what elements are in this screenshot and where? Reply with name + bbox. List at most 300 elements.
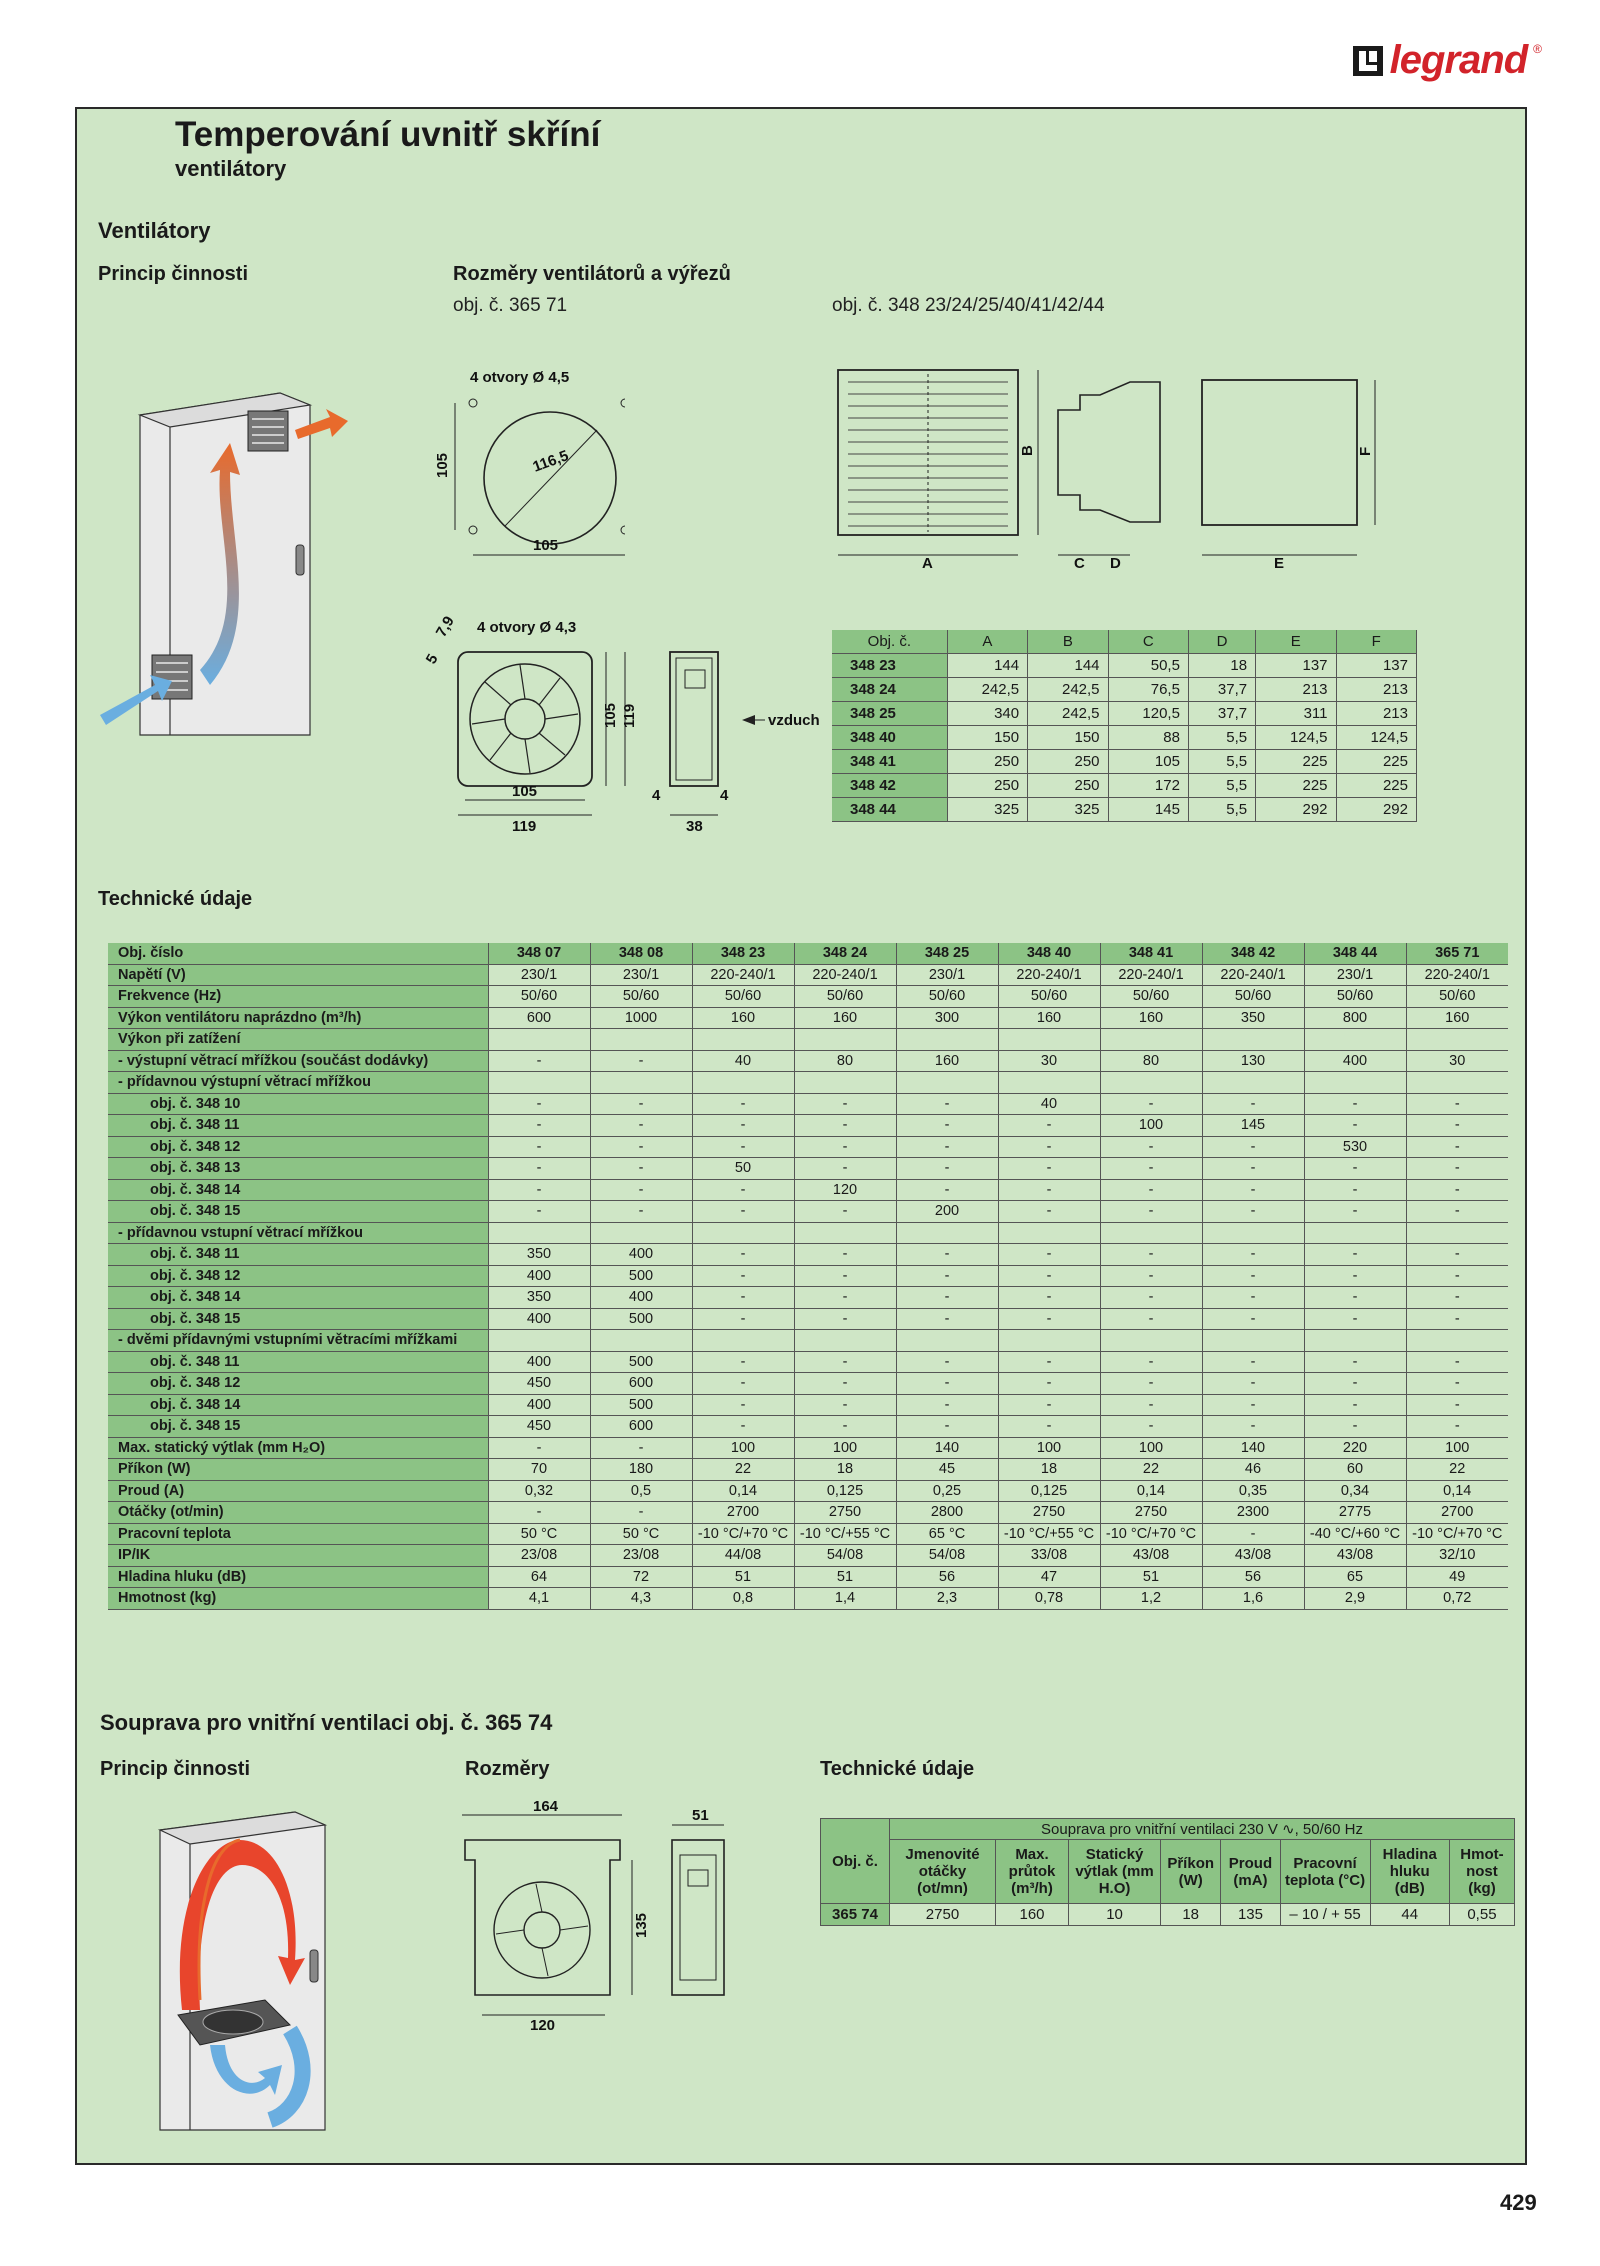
tech-cell: -	[998, 1308, 1100, 1330]
tech-cell: -	[794, 1373, 896, 1395]
tech-row-label: obj. č. 348 10	[108, 1093, 488, 1115]
tech-cell: -	[692, 1093, 794, 1115]
dims-cell: 5,5	[1188, 774, 1255, 798]
tech-cell: 45	[896, 1459, 998, 1481]
dimensions-table	[832, 630, 1417, 822]
tech-cell: 0,35	[1202, 1480, 1304, 1502]
tech-row-label: obj. č. 348 12	[108, 1265, 488, 1287]
tech-cell: 2800	[896, 1502, 998, 1524]
tech-cell: -	[1100, 1287, 1202, 1309]
tech-cell	[1202, 1072, 1304, 1094]
tech-cell: 348 25	[896, 943, 998, 964]
tech-cell	[998, 1330, 1100, 1352]
tech-row-label: obj. č. 348 11	[108, 1244, 488, 1266]
tech-cell: -	[1202, 1244, 1304, 1266]
tech-cell: 140	[1202, 1437, 1304, 1459]
dims-cell: 242,5	[1028, 678, 1108, 702]
tech-cell: -	[1100, 1179, 1202, 1201]
tech-row-label: Výkon ventilátoru naprázdno (m³/h)	[108, 1007, 488, 1029]
tech-cell	[1304, 1330, 1406, 1352]
tech-cell	[692, 1222, 794, 1244]
kit-row-label: 365 74	[821, 1904, 890, 1926]
tech-cell: -	[1202, 1136, 1304, 1158]
kit-cell: 2750	[890, 1904, 996, 1926]
tech-cell: 100	[1100, 1115, 1202, 1137]
tech-cell: -	[998, 1287, 1100, 1309]
tech-cell: 22	[1100, 1459, 1202, 1481]
tech-cell: -	[998, 1136, 1100, 1158]
technical-data-table	[108, 943, 1508, 1610]
dims-row-label: 348 41	[832, 750, 947, 774]
tech-cell: -	[1406, 1093, 1508, 1115]
tech-row-label: obj. č. 348 14	[108, 1287, 488, 1309]
tech-cell: 220-240/1	[1100, 964, 1202, 986]
tech-cell: -	[590, 1093, 692, 1115]
tech-cell: 43/08	[1202, 1545, 1304, 1567]
tech-cell: 0,5	[590, 1480, 692, 1502]
tech-cell: -	[1406, 1115, 1508, 1137]
tech-cell: 100	[692, 1437, 794, 1459]
tech-cell: -	[896, 1416, 998, 1438]
tech-cell: -	[896, 1158, 998, 1180]
dims-header-cell: D	[1188, 630, 1255, 654]
tech-cell	[794, 1072, 896, 1094]
tech-cell: -	[794, 1115, 896, 1137]
tech-cell: 51	[794, 1566, 896, 1588]
tech-row-label: Hladina hluku (dB)	[108, 1566, 488, 1588]
tech-cell: 600	[590, 1373, 692, 1395]
tech-cell: -	[794, 1308, 896, 1330]
tech-cell: -	[1304, 1179, 1406, 1201]
tech-cell: -	[794, 1136, 896, 1158]
tech-cell	[1202, 1222, 1304, 1244]
tech-cell: -	[590, 1158, 692, 1180]
tech-cell: 40	[998, 1093, 1100, 1115]
dims-cell: 225	[1336, 750, 1416, 774]
tech-cell: -	[590, 1115, 692, 1137]
tech-cell: 65	[1304, 1566, 1406, 1588]
dims-row-label: 348 23	[832, 654, 947, 678]
dims-cell: 340	[947, 702, 1027, 726]
tech-cell: -	[1304, 1373, 1406, 1395]
tech-cell: -	[1100, 1093, 1202, 1115]
kit-principle-heading: Princip činnosti	[100, 1758, 251, 1780]
tech-cell: 2,9	[1304, 1588, 1406, 1610]
tech-row	[108, 1158, 1508, 1180]
tech-cell	[1406, 1029, 1508, 1051]
tech-cell: 72	[590, 1566, 692, 1588]
tech-cell	[896, 1029, 998, 1051]
tech-row-label: obj. č. 348 14	[108, 1179, 488, 1201]
tech-cell	[488, 1072, 590, 1094]
tech-cell: 50 °C	[488, 1523, 590, 1545]
tech-cell: 22	[692, 1459, 794, 1481]
tech-cell	[794, 1222, 896, 1244]
registered-mark: ®	[1533, 42, 1542, 56]
tech-cell: -	[1406, 1244, 1508, 1266]
tech-row	[108, 1115, 1508, 1137]
tech-cell: -	[692, 1115, 794, 1137]
kit-tech-heading: Technické údaje	[820, 1758, 975, 1780]
tech-cell: -	[1100, 1158, 1202, 1180]
kit-cell: 10	[1069, 1904, 1161, 1926]
tech-cell: -	[590, 1050, 692, 1072]
tech-cell: -	[692, 1416, 794, 1438]
tech-cell: 51	[1100, 1566, 1202, 1588]
dims-header-cell: F	[1336, 630, 1416, 654]
tech-cell: -	[1304, 1158, 1406, 1180]
tech-cell: -	[896, 1093, 998, 1115]
label-d79: 7,9	[432, 613, 458, 640]
dims-cell: 137	[1256, 654, 1336, 678]
label-holes-top: 4 otvory Ø 4,5	[470, 369, 570, 386]
tech-cell: 130	[1202, 1050, 1304, 1072]
tech-row	[108, 1179, 1508, 1201]
tech-cell: 220-240/1	[794, 964, 896, 986]
fan-drawing-348	[830, 360, 1390, 575]
tech-cell: 50/60	[1202, 986, 1304, 1008]
tech-cell: 50/60	[1100, 986, 1202, 1008]
dims-cell: 250	[947, 774, 1027, 798]
tech-cell: 50	[692, 1158, 794, 1180]
dims-header-cell: B	[1028, 630, 1108, 654]
tech-cell: -	[1202, 1093, 1304, 1115]
dims-cell: 124,5	[1336, 726, 1416, 750]
label-B: B	[1019, 445, 1036, 456]
dims-header-cell: A	[947, 630, 1027, 654]
tech-cell: 120	[794, 1179, 896, 1201]
label-d135: 135	[633, 1912, 650, 1938]
dims-cell: 150	[1028, 726, 1108, 750]
kit-cell: 135	[1221, 1904, 1280, 1926]
tech-cell	[1202, 1029, 1304, 1051]
tech-cell: 56	[1202, 1566, 1304, 1588]
dims-row-label: 348 25	[832, 702, 947, 726]
tech-cell	[1100, 1029, 1202, 1051]
tech-cell: 1,6	[1202, 1588, 1304, 1610]
dims-header-cell: C	[1108, 630, 1188, 654]
tech-cell: -	[1202, 1373, 1304, 1395]
tech-cell: 0,14	[692, 1480, 794, 1502]
tech-cell: -	[896, 1265, 998, 1287]
tech-cell: -	[692, 1136, 794, 1158]
tech-cell	[1100, 1072, 1202, 1094]
dims-cell: 225	[1256, 774, 1336, 798]
tech-row-label: Pracovní teplota	[108, 1523, 488, 1545]
dims-row	[832, 702, 1417, 726]
tech-cell: 2750	[1100, 1502, 1202, 1524]
tech-cell: 1,2	[1100, 1588, 1202, 1610]
tech-row	[108, 1566, 1508, 1588]
tech-cell: 43/08	[1304, 1545, 1406, 1567]
section-heading-ventilatory: Ventilátory	[98, 218, 211, 243]
tech-cell: 0,25	[896, 1480, 998, 1502]
tech-cell: -	[692, 1287, 794, 1309]
tech-cell: 0,14	[1406, 1480, 1508, 1502]
tech-row	[108, 1351, 1508, 1373]
dims-cell: 50,5	[1108, 654, 1188, 678]
tech-cell: 160	[1100, 1007, 1202, 1029]
obj-label-left: obj. č. 365 71	[453, 295, 568, 316]
tech-cell: -	[488, 1502, 590, 1524]
tech-cell: 160	[896, 1050, 998, 1072]
tech-row	[108, 1373, 1508, 1395]
tech-cell	[590, 1029, 692, 1051]
kit-header-obj: Obj. č.	[821, 1819, 890, 1904]
label-C: C	[1074, 555, 1085, 572]
tech-cell: -	[590, 1136, 692, 1158]
tech-cell: 50/60	[590, 986, 692, 1008]
tech-cell	[1406, 1072, 1508, 1094]
tech-row	[108, 1459, 1508, 1481]
tech-row-label: Proud (A)	[108, 1480, 488, 1502]
tech-cell: -	[794, 1201, 896, 1223]
tech-cell: 500	[590, 1351, 692, 1373]
tech-cell	[590, 1072, 692, 1094]
tech-row-label: - výstupní větrací mřížkou (součást dodávky)	[108, 1050, 488, 1072]
tech-cell: 2750	[794, 1502, 896, 1524]
brand-name: legrand	[1389, 38, 1528, 82]
dims-cell: 105	[1108, 750, 1188, 774]
dims-header-row	[832, 630, 1417, 654]
tech-cell	[590, 1330, 692, 1352]
tech-cell: 160	[692, 1007, 794, 1029]
label-E: E	[1274, 555, 1285, 572]
tech-cell: -	[1100, 1136, 1202, 1158]
tech-cell: -	[1202, 1394, 1304, 1416]
dims-cell: 172	[1108, 774, 1188, 798]
tech-cell: 43/08	[1100, 1545, 1202, 1567]
tech-cell: -	[1406, 1394, 1508, 1416]
tech-cell: -	[1304, 1308, 1406, 1330]
tech-cell: 0,8	[692, 1588, 794, 1610]
tech-cell: 0,32	[488, 1480, 590, 1502]
tech-cell: 2750	[998, 1502, 1100, 1524]
tech-cell: 350	[1202, 1007, 1304, 1029]
tech-cell: 22	[1406, 1459, 1508, 1481]
dims-cell: 18	[1188, 654, 1255, 678]
kit-header-cell: Hladina hluku (dB)	[1370, 1840, 1449, 1904]
tech-cell: -10 °C/+70 °C	[692, 1523, 794, 1545]
tech-cell: 160	[1406, 1007, 1508, 1029]
kit-header-cell: Hmot-nost (kg)	[1449, 1840, 1514, 1904]
tech-heading: Technické údaje	[98, 888, 253, 910]
tech-cell: -	[794, 1265, 896, 1287]
tech-row-label: Výkon při zatížení	[108, 1029, 488, 1051]
tech-row	[108, 1136, 1508, 1158]
tech-cell: 450	[488, 1416, 590, 1438]
tech-row-label: obj. č. 348 12	[108, 1373, 488, 1395]
dims-header-cell: Obj. č.	[832, 630, 947, 654]
tech-cell	[488, 1330, 590, 1352]
tech-row	[108, 964, 1508, 986]
tech-cell: 230/1	[488, 964, 590, 986]
kit-header-cell: Statický výtlak (mm H.O)	[1069, 1840, 1161, 1904]
tech-cell: -	[1304, 1201, 1406, 1223]
label-vzduch: vzduch	[768, 712, 820, 729]
tech-cell: 33/08	[998, 1545, 1100, 1567]
tech-row	[108, 986, 1508, 1008]
tech-cell: 2300	[1202, 1502, 1304, 1524]
label-D: D	[1110, 555, 1121, 572]
tech-cell: -	[1100, 1265, 1202, 1287]
tech-cell: -	[794, 1351, 896, 1373]
tech-cell: 530	[1304, 1136, 1406, 1158]
tech-cell: 400	[1304, 1050, 1406, 1072]
tech-cell: 50/60	[1304, 986, 1406, 1008]
tech-cell: 400	[488, 1265, 590, 1287]
tech-cell: 800	[1304, 1007, 1406, 1029]
tech-cell: -	[998, 1244, 1100, 1266]
tech-row-label: Otáčky (ot/min)	[108, 1502, 488, 1524]
tech-cell: -	[692, 1373, 794, 1395]
tech-row-label: Obj. číslo	[108, 943, 488, 964]
dims-cell: 144	[1028, 654, 1108, 678]
tech-row-label: Frekvence (Hz)	[108, 986, 488, 1008]
tech-cell: 348 41	[1100, 943, 1202, 964]
dims-cell: 137	[1336, 654, 1416, 678]
tech-cell	[794, 1330, 896, 1352]
kit-dimensions-drawing	[440, 1800, 740, 2030]
tech-row	[108, 1072, 1508, 1094]
tech-cell: -	[998, 1373, 1100, 1395]
dims-row-label: 348 40	[832, 726, 947, 750]
tech-cell: -	[1100, 1308, 1202, 1330]
tech-cell: 1,4	[794, 1588, 896, 1610]
tech-row	[108, 1308, 1508, 1330]
label-d120: 120	[530, 2017, 556, 2030]
tech-cell: -	[1202, 1351, 1304, 1373]
tech-row	[108, 1007, 1508, 1029]
tech-cell: -	[692, 1394, 794, 1416]
tech-cell	[998, 1072, 1100, 1094]
tech-cell: -	[1304, 1115, 1406, 1137]
tech-cell: 100	[998, 1437, 1100, 1459]
tech-cell: -	[1202, 1416, 1304, 1438]
dims-cell: 213	[1336, 702, 1416, 726]
tech-cell: 50 °C	[590, 1523, 692, 1545]
tech-cell: -	[1100, 1373, 1202, 1395]
tech-cell: 348 40	[998, 943, 1100, 964]
tech-cell: -	[692, 1179, 794, 1201]
tech-cell	[998, 1222, 1100, 1244]
kit-header-cell: Proud (mA)	[1221, 1840, 1280, 1904]
tech-cell: -	[1406, 1373, 1508, 1395]
tech-row	[108, 1480, 1508, 1502]
tech-cell: 60	[1304, 1459, 1406, 1481]
tech-cell: 600	[488, 1007, 590, 1029]
kit-header-cell: Jmenovité otáčky (ot/mn)	[890, 1840, 996, 1904]
kit-heading: Souprava pro vnitřní ventilaci obj. č. 365 74	[100, 1710, 553, 1735]
tech-cell: 230/1	[896, 964, 998, 986]
tech-cell: 65 °C	[896, 1523, 998, 1545]
tech-row	[108, 1437, 1508, 1459]
label-A: A	[922, 555, 933, 572]
tech-cell: 348 44	[1304, 943, 1406, 964]
kit-technical-table	[820, 1818, 1515, 1926]
tech-cell	[1304, 1072, 1406, 1094]
tech-row	[108, 1244, 1508, 1266]
tech-cell	[794, 1029, 896, 1051]
tech-cell: 0,34	[1304, 1480, 1406, 1502]
dims-row	[832, 678, 1417, 702]
tech-row-label: Příkon (W)	[108, 1459, 488, 1481]
tech-cell: -	[794, 1158, 896, 1180]
dims-cell: 225	[1336, 774, 1416, 798]
label-d38: 38	[686, 818, 703, 835]
dims-cell: 5,5	[1188, 798, 1255, 822]
tech-row	[108, 1050, 1508, 1072]
tech-cell: -	[1202, 1523, 1304, 1545]
tech-row-label: obj. č. 348 12	[108, 1136, 488, 1158]
tech-cell: -	[998, 1201, 1100, 1223]
label-d164: 164	[533, 1800, 559, 1815]
tech-cell: 350	[488, 1287, 590, 1309]
tech-cell: 400	[488, 1394, 590, 1416]
tech-cell: -	[896, 1136, 998, 1158]
tech-cell	[1100, 1330, 1202, 1352]
dims-cell: 292	[1256, 798, 1336, 822]
dims-cell: 120,5	[1108, 702, 1188, 726]
tech-cell: -	[1100, 1394, 1202, 1416]
tech-cell: -	[998, 1179, 1100, 1201]
tech-cell: 56	[896, 1566, 998, 1588]
dims-cell: 311	[1256, 702, 1336, 726]
tech-cell: 348 07	[488, 943, 590, 964]
tech-cell	[488, 1029, 590, 1051]
tech-row	[108, 1394, 1508, 1416]
tech-cell: -	[590, 1179, 692, 1201]
tech-cell: 0,125	[794, 1480, 896, 1502]
tech-cell: 200	[896, 1201, 998, 1223]
tech-cell: -	[1406, 1201, 1508, 1223]
tech-cell: 300	[896, 1007, 998, 1029]
tech-cell: 2,3	[896, 1588, 998, 1610]
tech-cell: 230/1	[590, 964, 692, 986]
tech-cell: -	[692, 1244, 794, 1266]
tech-cell: -	[1202, 1179, 1304, 1201]
tech-cell: -	[896, 1351, 998, 1373]
tech-cell	[692, 1072, 794, 1094]
tech-cell: -	[590, 1502, 692, 1524]
tech-cell	[692, 1029, 794, 1051]
tech-row	[108, 1222, 1508, 1244]
dims-header-cell: E	[1256, 630, 1336, 654]
tech-cell: 100	[1100, 1437, 1202, 1459]
tech-cell: 2775	[1304, 1502, 1406, 1524]
dims-heading: Rozměry ventilátorů a výřezů	[453, 263, 731, 285]
kit-cell: 18	[1161, 1904, 1221, 1926]
tech-cell: 70	[488, 1459, 590, 1481]
tech-cell	[896, 1072, 998, 1094]
tech-cell: 4,3	[590, 1588, 692, 1610]
tech-row	[108, 1330, 1508, 1352]
dims-row-label: 348 44	[832, 798, 947, 822]
tech-row-label: - přídavnou vstupní větrací mřížkou	[108, 1222, 488, 1244]
label-F: F	[1357, 446, 1374, 456]
tech-cell: -	[488, 1201, 590, 1223]
tech-row-label: obj. č. 348 11	[108, 1115, 488, 1137]
tech-cell: 50/60	[794, 986, 896, 1008]
tech-cell: 50/60	[998, 986, 1100, 1008]
tech-cell: 1000	[590, 1007, 692, 1029]
tech-row-label: Max. statický výtlak (mm H₂O)	[108, 1437, 488, 1459]
tech-row-label: obj. č. 348 14	[108, 1394, 488, 1416]
tech-cell: 32/10	[1406, 1545, 1508, 1567]
tech-cell: 4,1	[488, 1588, 590, 1610]
tech-cell: -	[488, 1050, 590, 1072]
tech-cell: 50/60	[1406, 986, 1508, 1008]
